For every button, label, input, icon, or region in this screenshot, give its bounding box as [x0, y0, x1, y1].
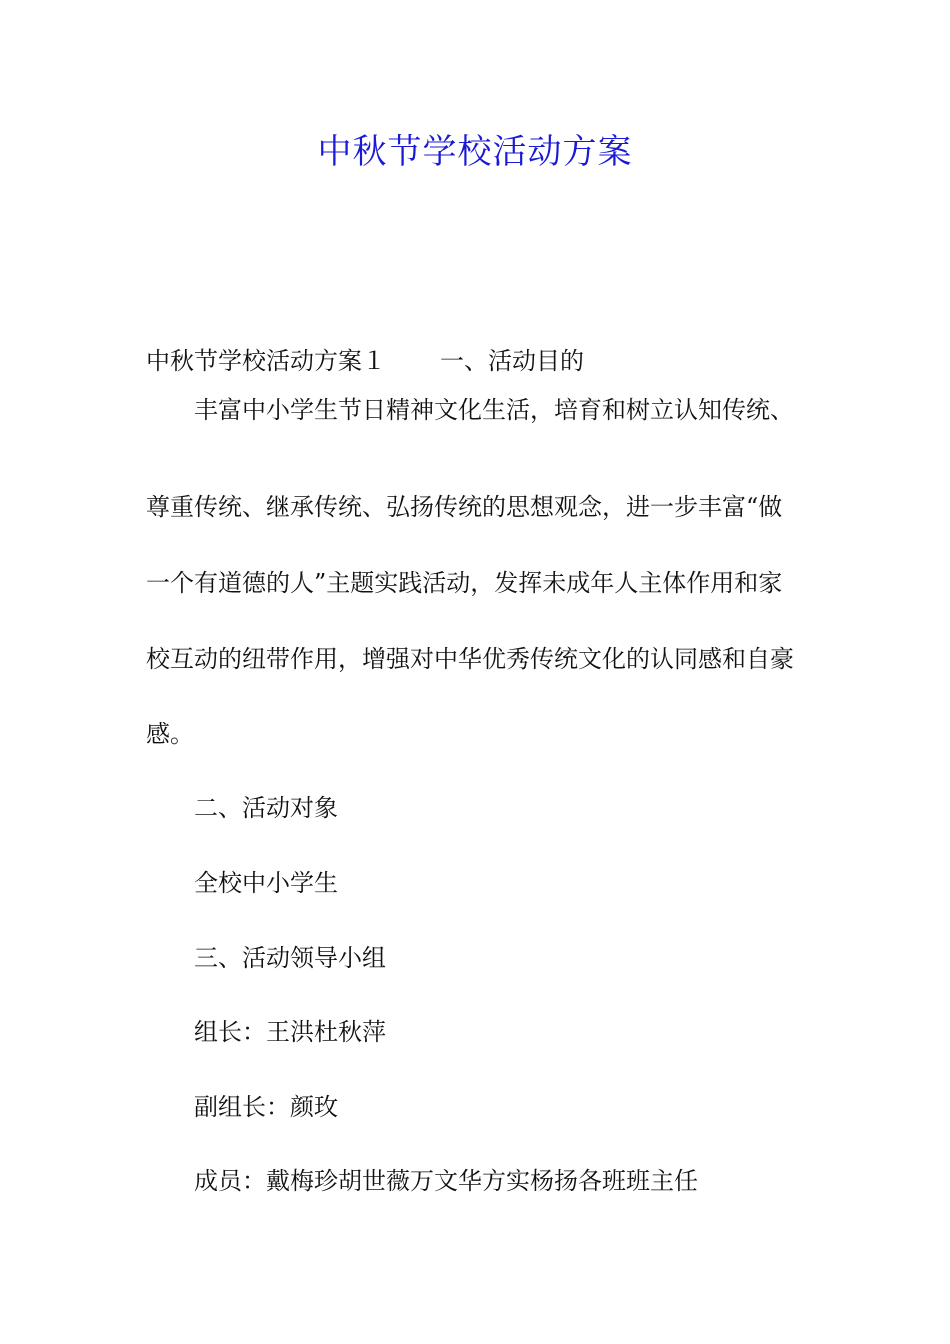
paragraph-line: 尊重传统、继承传统、弘扬传统的思想观念，进一步丰富“做	[146, 493, 783, 521]
paragraph-line: 一个有道德的人”主题实践活动，发挥未成年人主体作用和家	[146, 569, 783, 597]
first-line	[146, 344, 816, 378]
paragraph-line: 校互动的纽带作用，增强对中华优秀传统文化的认同感和自豪	[146, 645, 794, 673]
document-title: 中秋节学校活动方案	[317, 132, 633, 172]
paragraph-line: 感。	[146, 720, 194, 748]
section-heading-leadership: 三、活动领导小组	[194, 944, 386, 972]
members-text: 成员：戴梅珍胡世薇万文华方实杨扬各班班主任	[194, 1167, 698, 1195]
target-text: 全校中小学生	[194, 869, 338, 897]
deputy-leader-text: 副组长：颜玫	[194, 1093, 338, 1121]
section-heading-target: 二、活动对象	[194, 794, 338, 822]
leader-text: 组长：王洪杜秋萍	[194, 1018, 386, 1046]
paragraph-line: 丰富中小学生节日精神文化生活，培育和树立认知传统、	[194, 396, 794, 424]
section-heading-purpose: 一、活动目的	[440, 347, 584, 375]
plan-heading: 中秋节学校活动方案１	[146, 347, 386, 375]
